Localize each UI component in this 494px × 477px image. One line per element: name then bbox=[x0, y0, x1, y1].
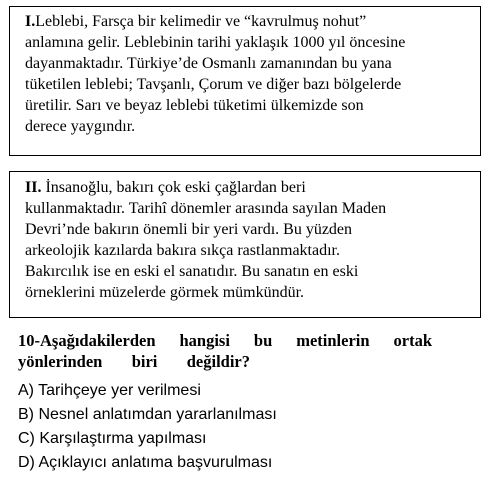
option-b[interactable]: B) Nesnel anlatımdan yararlanılması bbox=[18, 406, 277, 423]
passage-one-line: üretilir. Sarı ve beyaz leblebi tüketimi ülkemizde son bbox=[25, 97, 364, 114]
passage-two-line: kullanmaktadır. Tarihî dönemler arasında sayılan Maden bbox=[25, 200, 387, 217]
passage-two-box bbox=[9, 171, 481, 318]
question-line-2: yönlerinden biri değildir? bbox=[18, 352, 250, 371]
passage-one-line: derece yaygındır. bbox=[25, 118, 136, 135]
passage-two-line: Bakırcılık ise en eski el sanatıdır. Bu sanatın en eski bbox=[25, 263, 359, 280]
answer-options bbox=[18, 379, 277, 475]
option-a[interactable]: A) Tarihçeye yer verilmesi bbox=[18, 382, 201, 399]
passage-two-numeral: II. bbox=[25, 179, 42, 196]
passage-one-text: Leblebi, Farsça bir kelimedir ve “kavrulmuş nohut” bbox=[35, 13, 367, 30]
passage-one-numeral: I. bbox=[25, 13, 36, 30]
option-c[interactable]: C) Karşılaştırma yapılması bbox=[18, 430, 207, 447]
question-stem bbox=[18, 330, 432, 372]
passage-two-line: örneklerini müzelerde görmek mümkündür. bbox=[25, 284, 305, 301]
passage-two-text: İnsanoğlu, bakırı çok eski çağlardan beri bbox=[41, 179, 306, 196]
option-d[interactable]: D) Açıklayıcı anlatıma başvurulması bbox=[18, 454, 273, 471]
question-line-1: 10-Aşağıdakilerden hangisi bu metinlerin ortak bbox=[18, 331, 432, 350]
passage-two-line: arkeolojik kazılarda bakıra sıkça rastlanmaktadır. bbox=[25, 242, 340, 259]
passage-two-line: Devri’nde bakırın önemli bir yeri vardı. Bu yüzden bbox=[25, 221, 353, 238]
passage-one-line: anlamına gelir. Leblebinin tarihi yaklaşık 1000 yıl öncesine bbox=[25, 34, 406, 51]
passage-two-line bbox=[25, 177, 470, 198]
passage-one-line: tüketilen leblebi; Tavşanlı, Çorum ve diğer bazı bölgelerde bbox=[25, 76, 402, 93]
passage-one-line: dayanmaktadır. Türkiye’de Osmanlı zamanından bu yana bbox=[25, 55, 392, 72]
passage-one-line bbox=[25, 11, 470, 32]
passage-one-box bbox=[9, 6, 481, 156]
